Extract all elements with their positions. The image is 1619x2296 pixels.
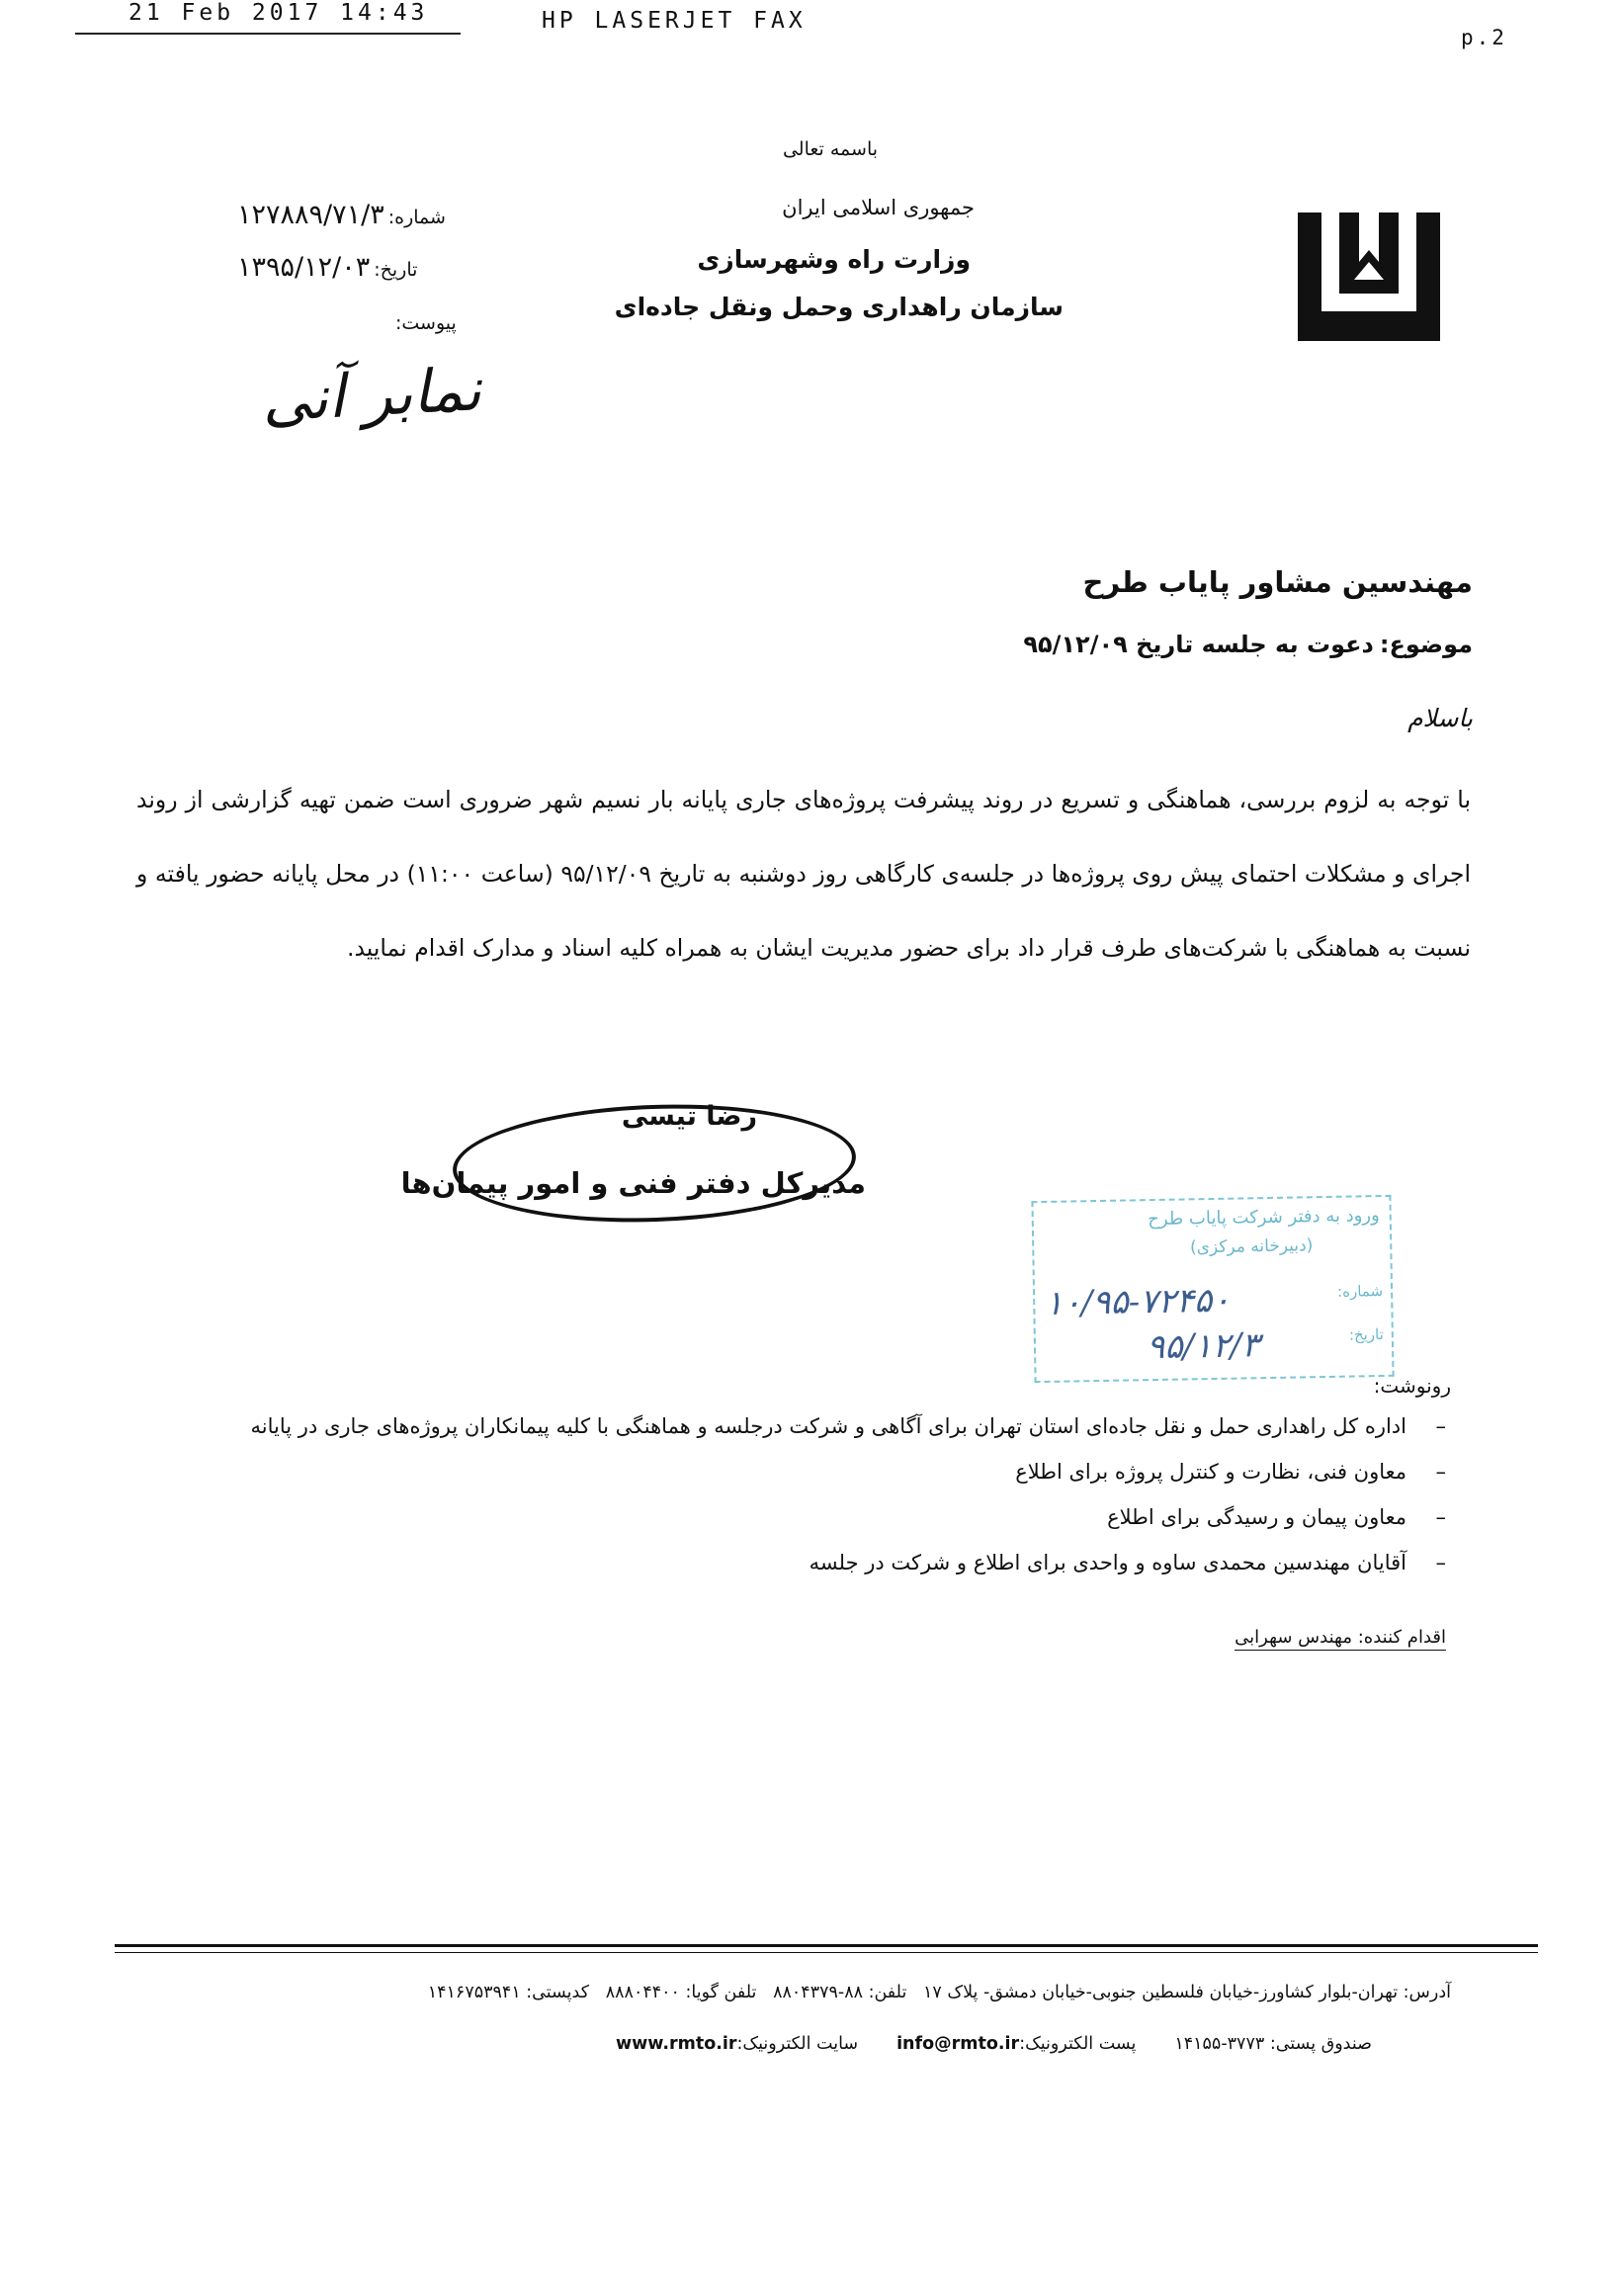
footer-voice-phone: تلفن گویا: ۸۸۸۰۴۴۰۰ [605, 1983, 757, 2002]
fax-datetime: 21 Feb 2017 14:43 [128, 0, 429, 26]
footer-address: آدرس: تهران-بلوار کشاورز-خیابان فلسطین جنوبی-خیابان دمشق- پلاک ۱۷ [923, 1983, 1451, 2002]
letter-attachment [395, 310, 457, 334]
receipt-stamp [1031, 1195, 1394, 1383]
letter-body-paragraph: با توجه به لزوم بررسی، هماهنگی و تسریع در روند پیشرفت پروژه‌های جاری پایانه بار نسیم شهر ضروری است ضمن تهیه گزارشی از روند اجرای و مشکلات احتمای پیش روی پروژه‌ها در جلسه‌ی کارگاهی روز دوشنبه به تاریخ ۹۵/۱۲/۰۹ (ساعت ۱۱:۰۰) در محل پایانه حضور یافته و نسبت به هماهنگی با شرکت‌های طرف قرار داد برای حضور مدیریت ایشان به همراه کلیه اسناد و مدارک اقدام نمایید. [136, 786, 1471, 962]
letter-number [237, 200, 446, 230]
list-item: – معاون فنی، نظارت و کنترل پروژه برای اطلاع [131, 1449, 1446, 1494]
letter-date [237, 252, 417, 283]
footer-email-label: پست الکترونیک: [1019, 2034, 1137, 2054]
footer-contact-line [616, 2034, 1372, 2054]
subject-label: موضوع: [1379, 631, 1473, 658]
signatory-title: مدیرکل دفتر فنی و امور پیمان‌ها [400, 1166, 866, 1200]
greeting: باسلام [1407, 704, 1473, 732]
handwritten-fax-note: نمابر آنی [260, 355, 483, 436]
footer-email[interactable]: info@rmto.ir [896, 2034, 1020, 2054]
footer-website[interactable]: www.rmto.ir [615, 2034, 737, 2054]
letter-date-label: تاریخ: [374, 259, 418, 281]
stamp-date-value: ۹۵/۱۲/۳ [1146, 1325, 1260, 1368]
subject-line [1023, 631, 1473, 658]
fax-page-number: p.2 [1461, 26, 1507, 49]
bismillah: باسمه تعالی [782, 138, 879, 160]
list-item: – آقایان مهندسین محمدی ساوه و واحدی برای اطلاع و شرکت در جلسه [131, 1540, 1446, 1585]
organization-name: سازمان راهداری وحمل ونقل جاده‌ای [614, 293, 1064, 321]
stamp-number-label: شماره: [1336, 1281, 1384, 1301]
list-item: – معاون پیمان و رسیدگی برای اطلاع [131, 1494, 1446, 1540]
stamp-subtitle: (دبیرخانه مرکزی) [1189, 1235, 1314, 1258]
footer-phone: تلفن: ۸۸-۸۸۰۴۳۷۹ [773, 1983, 907, 2002]
stamp-title: ورود به دفتر شرکت پایاب طرح [1148, 1205, 1380, 1231]
copies-title: رونوشت: [1373, 1374, 1451, 1398]
rmto-logo-icon [1290, 203, 1448, 351]
subject-text: دعوت به جلسه تاریخ ۹۵/۱۲/۰۹ [1023, 631, 1374, 658]
footer-postal-code: کدپستی: ۱۴۱۶۷۵۳۹۴۱ [427, 1983, 590, 2002]
footer-address-line [428, 1983, 1451, 2002]
stamp-date-label: تاریخ: [1348, 1324, 1384, 1344]
signatory-name: رضا تیسی [621, 1101, 757, 1132]
footer-po-box: صندوق پستی: ۳۷۷۳-۱۴۱۵۵ [1174, 2034, 1372, 2054]
letter-number-value: ۱۲۷۸۸۹/۷۱/۳ [237, 200, 384, 230]
letter-date-value: ۱۳۹۵/۱۲/۰۳ [237, 252, 371, 283]
copies-list [131, 1403, 1446, 1585]
footer-rule [115, 1944, 1538, 1947]
republic-name: جمهوری اسلامی ایران [782, 196, 975, 219]
footer-rule-thin [115, 1952, 1538, 1953]
stamp-number-value: ۱۰/۹۵-۷۲۴۵۰ [1044, 1280, 1231, 1323]
action-by: اقدام کننده: مهندس سهرابی [1235, 1627, 1446, 1651]
letter-number-label: شماره: [387, 207, 446, 228]
list-item: – اداره کل راهداری حمل و نقل جاده‌ای استان تهران برای آگاهی و شرکت درجلسه و هماهنگی با کلیه پیمانکاران پروژه‌های جاری در پایانه [131, 1403, 1446, 1449]
ministry-name: وزارت راه وشهرسازی [697, 245, 971, 274]
fax-device-name: HP LASERJET FAX [542, 8, 807, 34]
recipient: مهندسین مشاور پایاب طرح [1082, 565, 1473, 599]
footer-website-label: سایت الکترونیک: [736, 2034, 859, 2054]
attachment-label: پیوست: [395, 312, 457, 334]
fax-header-rule [75, 33, 461, 35]
